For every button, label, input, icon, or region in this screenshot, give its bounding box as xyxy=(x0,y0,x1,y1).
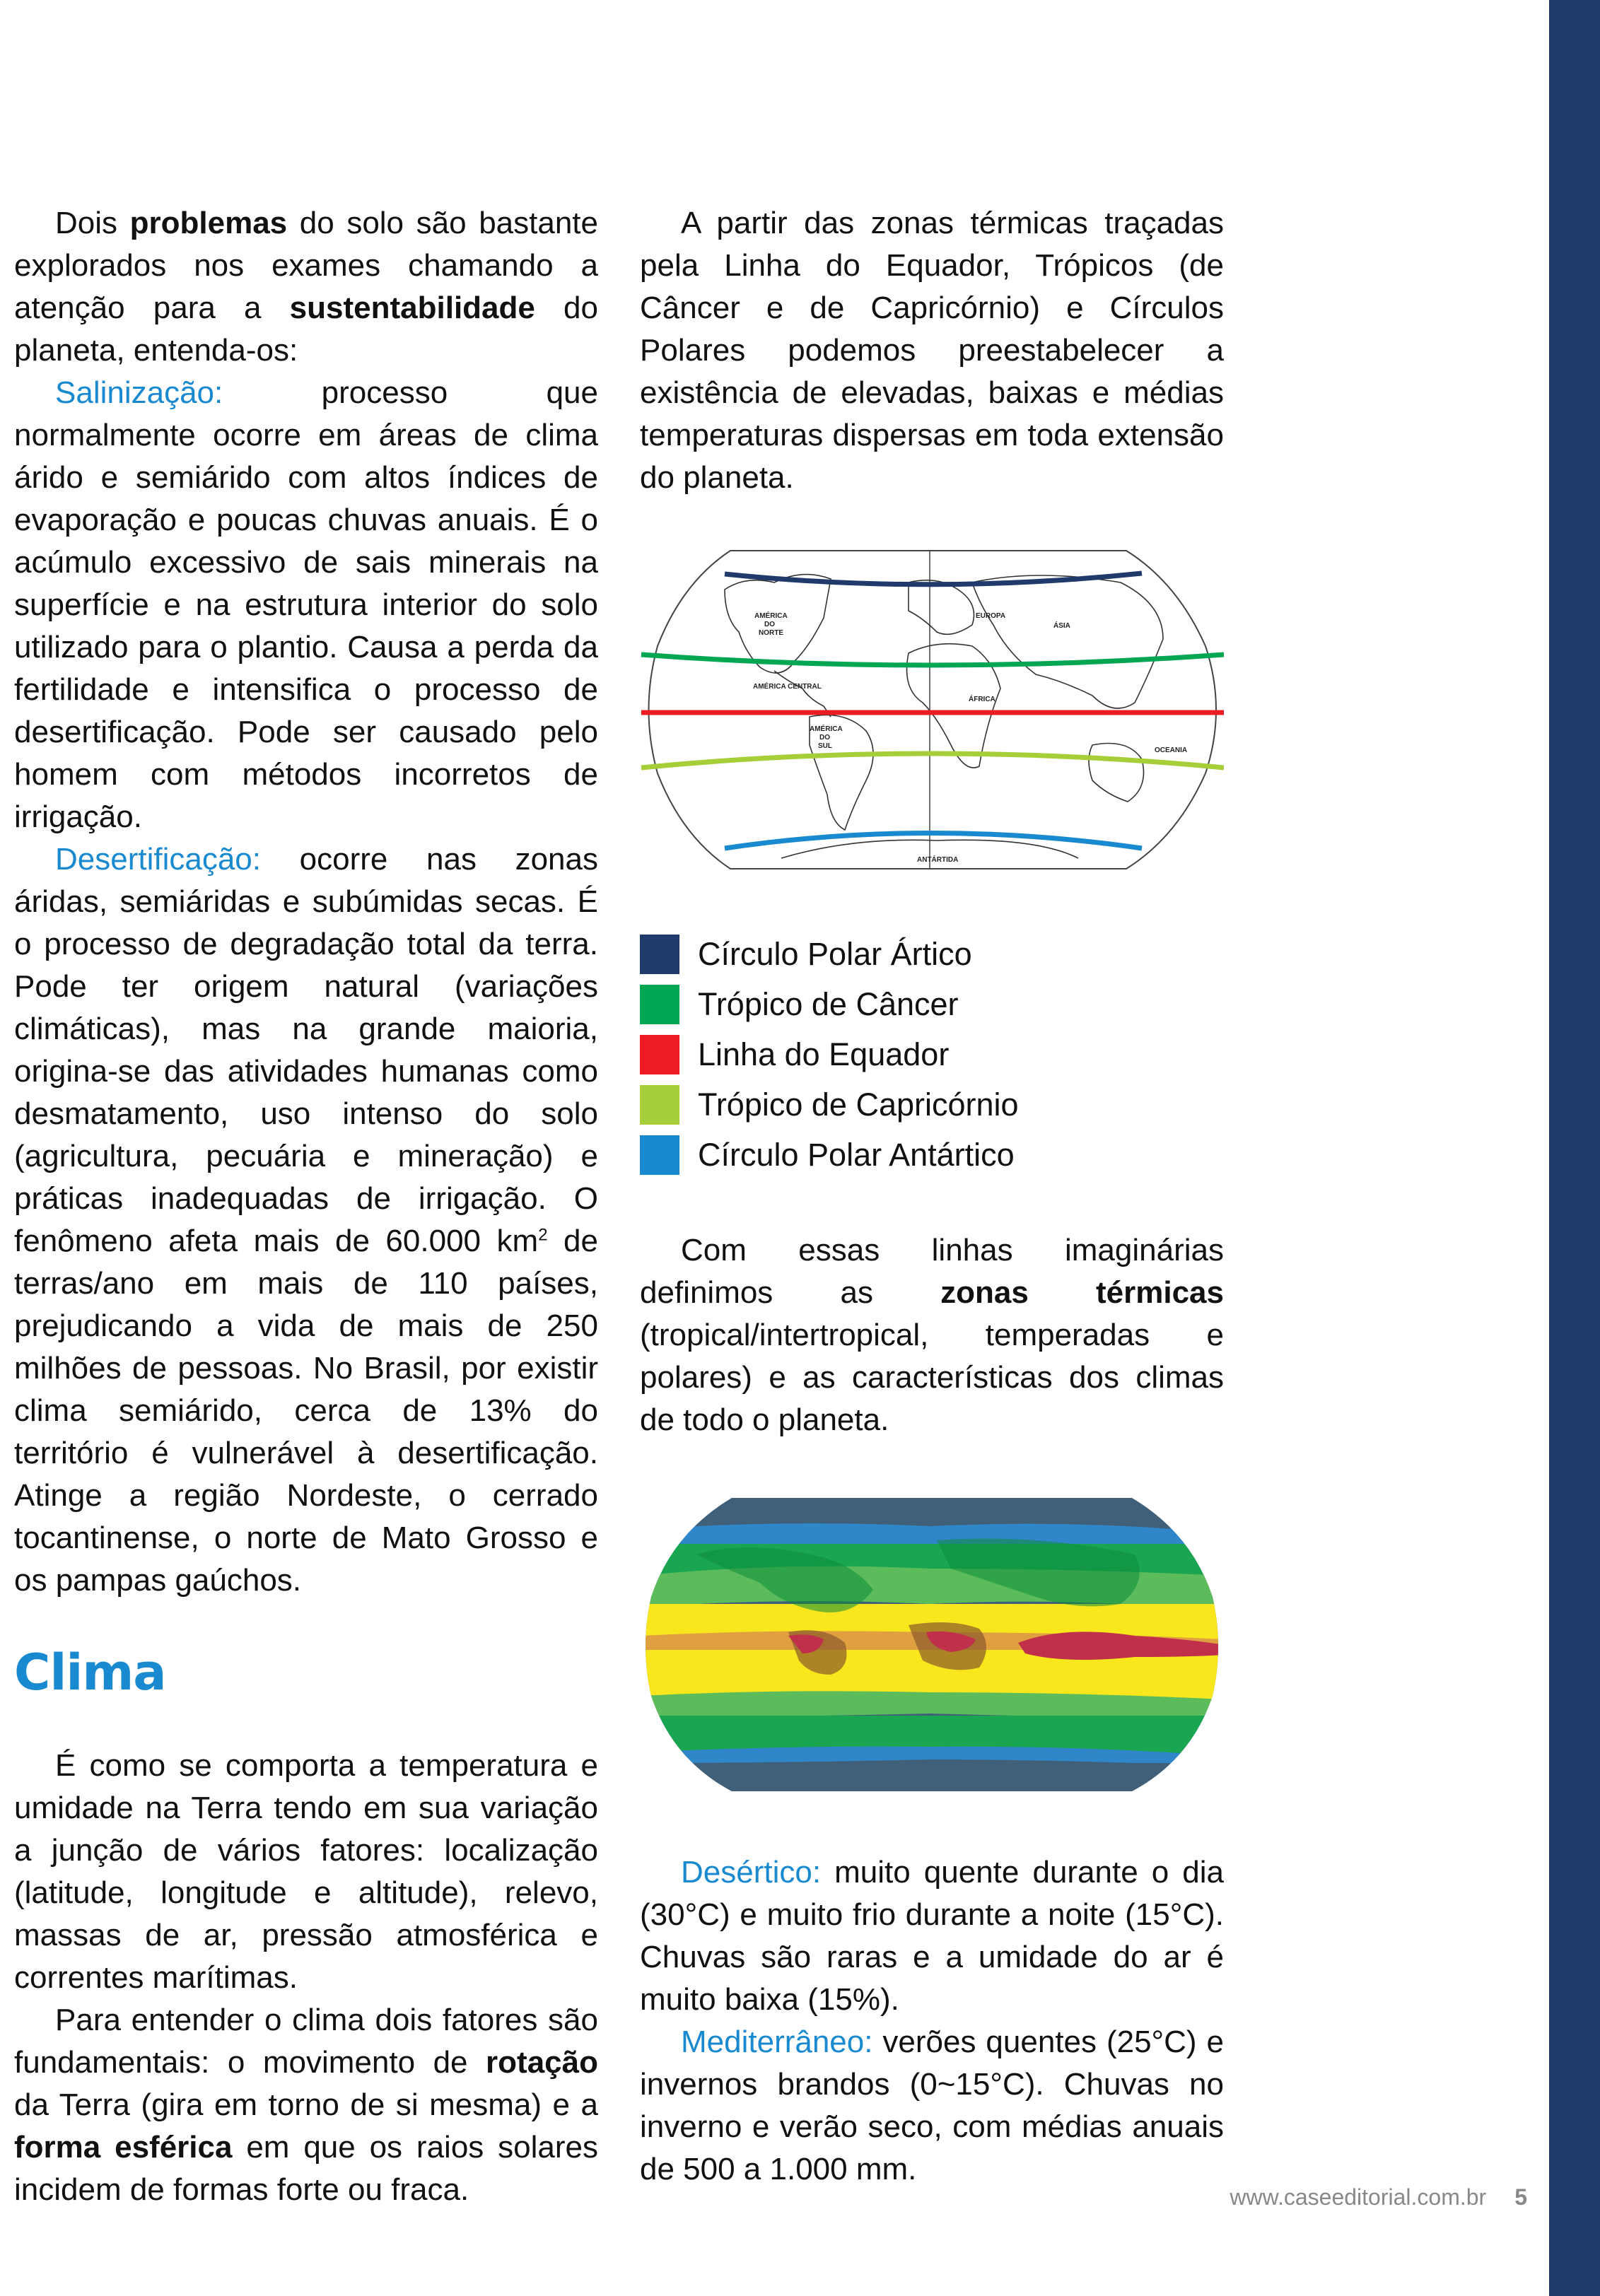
map-label: ÁFRICA xyxy=(969,696,995,703)
climate-map-icon xyxy=(640,1491,1224,1802)
map-label: NORTE xyxy=(759,629,783,637)
desertico-term: Desértico: xyxy=(681,1855,822,1890)
text: verões quentes (25°C) e invernos brandos (0~15°C). Chuvas no inverno e verão seco, com médias anuais de 500 a 1.000 mm. xyxy=(640,2025,1224,2186)
legend-item-equator xyxy=(640,1029,1224,1079)
map-label: DO xyxy=(764,621,775,628)
mediterraneo-paragraph xyxy=(640,2021,1224,2191)
legend-item-tropic-cancer xyxy=(640,979,1224,1029)
legend-item-arctic-circle xyxy=(640,929,1224,979)
map-label: OCEANIA xyxy=(1155,746,1188,754)
legend-label: Linha do Equador xyxy=(698,1036,950,1072)
desertico-paragraph xyxy=(640,1851,1224,2021)
map-label: AMÉRICA CENTRAL xyxy=(753,683,822,691)
desertificacao-term: Desertificação: xyxy=(55,842,262,877)
map-label: EUROPA xyxy=(976,612,1006,620)
left-column xyxy=(14,202,598,2211)
bold-term: rotação xyxy=(486,2045,598,2080)
world-map-lines-figure xyxy=(640,540,1224,879)
map-label: DO xyxy=(819,734,830,742)
page-edge-sidebar xyxy=(1549,0,1600,2296)
swatch-icon xyxy=(640,935,679,974)
world-outline-map-icon xyxy=(640,540,1224,879)
desertificacao-paragraph xyxy=(14,838,598,1602)
bold-term: sustentabilidade xyxy=(289,291,535,325)
legend-item-antarctic-circle xyxy=(640,1130,1224,1180)
clima-paragraph-1: É como se comporta a temperatura e umidade na Terra tendo em sua variação a junção de vários fatores: localização (latitude, longitude e altitude), relevo, massas de ar, pressão atmosférica e correntes marítimas. xyxy=(14,1748,598,1995)
bold-term: zonas térmicas xyxy=(940,1275,1224,1310)
swatch-icon xyxy=(640,1135,679,1175)
legend-label: Círculo Polar Ártico xyxy=(698,935,972,972)
text: Para entender o clima dois fatores são fundamentais: o movimento de xyxy=(14,2003,598,2080)
swatch-icon xyxy=(640,1035,679,1074)
map-legend xyxy=(640,929,1224,1180)
zones-intro-paragraph: A partir das zonas térmicas traçadas pela Linha do Equador, Trópicos (de Câncer e de Capricórnio) e Círculos Polares podemos preestabelecer a existência de elevadas, baixas e médias temperaturas dispersas em toda extensão do planeta. xyxy=(640,206,1224,495)
text: da Terra (gira em torno de si mesma) e a xyxy=(14,2087,598,2122)
salinizacao-term: Salinização: xyxy=(55,375,223,410)
legend-label: Círculo Polar Antártico xyxy=(698,1136,1015,1173)
superscript: 2 xyxy=(538,1225,548,1245)
map-label: AMÉRICA xyxy=(754,612,788,620)
clima-paragraph-2 xyxy=(14,1999,598,2211)
right-column xyxy=(640,202,1224,2191)
footer-url-link[interactable]: www.caseeditorial.com.br xyxy=(1230,2184,1487,2210)
legend-label: Trópico de Capricórnio xyxy=(698,1086,1019,1123)
bold-term: problemas xyxy=(129,206,288,240)
page-footer xyxy=(1131,2184,1527,2210)
text: do planeta, entenda-os: xyxy=(14,291,598,368)
text: de terras/ano em mais de 110 países, prejudicando a vida de mais de 250 milhões de pessoas. No Brasil, por existir clima semiárido, cerca de 13% do território é vulnerável à desertificação. Atinge a região Nordeste, o cerrado tocantinense, o norte de Mato Grosso e os pampas gaúchos. xyxy=(14,1224,598,1598)
climate-zones-map-figure xyxy=(640,1491,1224,1802)
text: muito quente durante o dia (30°C) e muito frio durante a noite (15°C). Chuvas são raras e a umidade do ar é muito baixa (15%). xyxy=(640,1855,1224,2017)
section-heading-clima: Clima xyxy=(14,1644,166,1702)
swatch-icon xyxy=(640,1085,679,1125)
text: do solo são bastante explorados nos exames chamando a atenção para a xyxy=(14,206,598,325)
page-number: 5 xyxy=(1514,2184,1527,2210)
text: Com essas linhas imaginárias definimos as xyxy=(640,1233,1224,1310)
swatch-icon xyxy=(640,985,679,1024)
salinizacao-paragraph xyxy=(14,372,598,838)
text: (tropical/intertropical, temperadas e polares) e as características dos climas de todo o planeta. xyxy=(640,1318,1224,1437)
text: Dois xyxy=(55,206,130,240)
intro-paragraph xyxy=(14,202,598,372)
map-label: SUL xyxy=(818,742,832,750)
mediterraneo-term: Mediterrâneo: xyxy=(681,2025,873,2059)
map-label: ANTÁRTIDA xyxy=(917,856,959,864)
bold-term: forma esférica xyxy=(14,2130,233,2165)
text: em que os raios solares incidem de formas forte ou fraca. xyxy=(14,2130,598,2207)
text: ocorre nas zonas áridas, semiáridas e subúmidas secas. É o processo de degradação total da terra. Pode ter origem natural (variações climáticas), mas na grande maioria, origina-se das atividades humanas como desmatamento, uso intenso do solo (agricultura, pecuária e mineração) e práticas inadequadas de irrigação. O fenômeno afeta mais de 60.000 km xyxy=(14,842,598,1258)
map-label: ÁSIA xyxy=(1053,622,1070,630)
map-label: AMÉRICA xyxy=(810,725,843,733)
text: processo que normalmente ocorre em áreas de clima árido e semiárido com altos índices de evaporação e poucas chuvas anuais. É o acúmulo excessivo de sais minerais na superfície e na estrutura interior do solo utilizado para o plantio. Causa a perda da fertilidade e intensifica o processo de desertificação. Pode ser causado pelo homem com métodos incorretos de irrigação. xyxy=(14,375,598,834)
thermal-zones-paragraph xyxy=(640,1229,1224,1441)
legend-label: Trópico de Câncer xyxy=(698,985,959,1022)
legend-item-tropic-capricorn xyxy=(640,1079,1224,1130)
